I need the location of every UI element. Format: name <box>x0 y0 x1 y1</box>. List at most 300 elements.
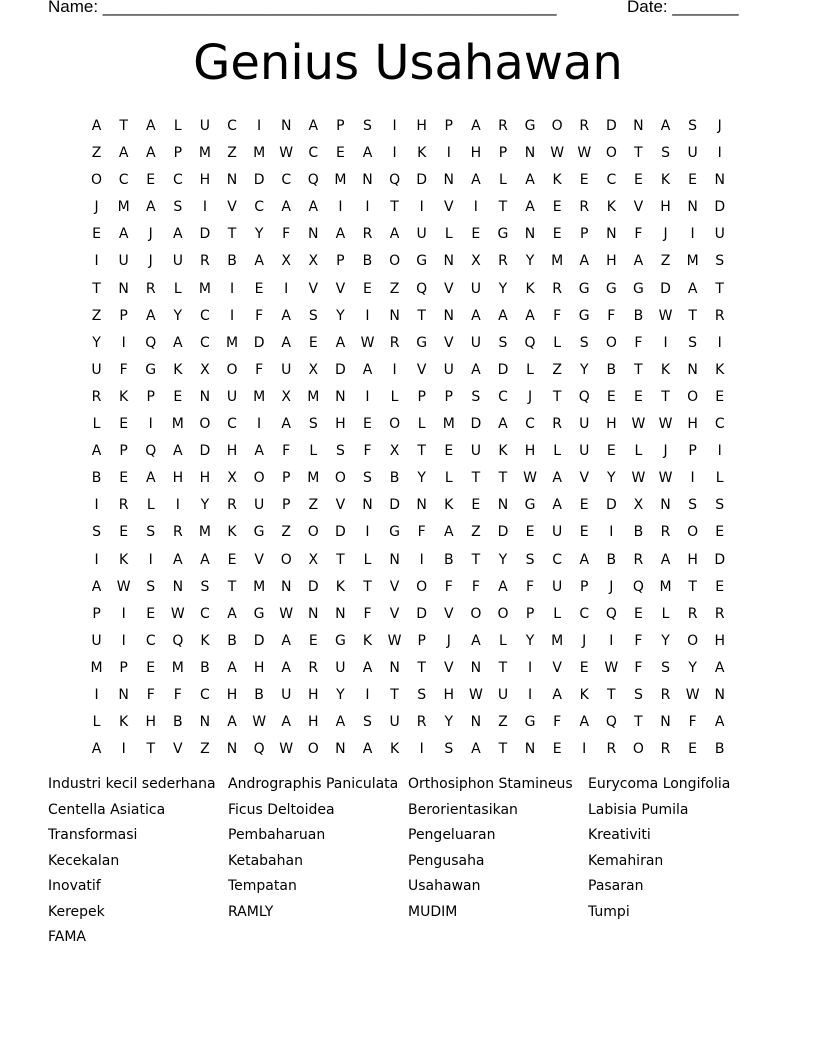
grid-letter[interactable]: E <box>633 388 643 405</box>
grid-letter[interactable]: U <box>687 145 698 162</box>
grid-letter[interactable]: I <box>392 118 397 134</box>
grid-letter[interactable]: N <box>308 605 319 622</box>
grid-letter[interactable]: P <box>417 632 426 649</box>
grid-letter[interactable]: I <box>717 443 722 460</box>
grid-letter[interactable]: N <box>389 659 400 676</box>
grid-letter[interactable]: W <box>116 578 131 595</box>
grid-letter[interactable]: O <box>91 172 103 189</box>
grid-letter[interactable]: M <box>253 145 266 162</box>
grid-letter[interactable]: K <box>173 361 183 378</box>
grid-letter[interactable]: H <box>606 416 617 433</box>
grid-letter[interactable]: U <box>91 632 102 649</box>
grid-letter[interactable]: M <box>225 334 239 351</box>
grid-letter[interactable]: C <box>552 551 563 568</box>
grid-letter[interactable]: Y <box>92 334 101 351</box>
grid-letter[interactable]: A <box>552 470 562 487</box>
grid-letter[interactable]: O <box>416 578 428 595</box>
grid-letter[interactable]: E <box>363 416 372 433</box>
grid-letter[interactable]: A <box>145 118 156 134</box>
grid-letter[interactable]: L <box>173 118 182 134</box>
grid-letter[interactable]: H <box>443 686 455 703</box>
grid-letter[interactable]: T <box>634 714 643 731</box>
grid-letter[interactable]: N <box>172 578 184 595</box>
grid-letter[interactable]: P <box>444 118 453 134</box>
grid-letter[interactable]: I <box>284 280 289 297</box>
grid-letter[interactable]: M <box>659 578 672 595</box>
grid-letter[interactable]: W <box>658 470 673 487</box>
grid-letter[interactable]: R <box>552 280 562 297</box>
grid-letter[interactable]: F <box>146 686 155 703</box>
grid-letter[interactable]: R <box>714 307 725 324</box>
grid-letter[interactable]: U <box>552 578 563 595</box>
grid-letter[interactable]: L <box>173 280 182 297</box>
grid-letter[interactable]: L <box>363 551 372 568</box>
grid-letter[interactable]: Y <box>336 686 345 703</box>
grid-letter[interactable]: T <box>471 470 481 487</box>
grid-letter[interactable]: U <box>470 280 481 297</box>
grid-letter[interactable]: S <box>498 334 508 351</box>
grid-letter[interactable]: F <box>607 307 616 324</box>
grid-letter[interactable]: W <box>252 714 267 731</box>
grid-letter[interactable]: H <box>199 470 211 487</box>
grid-letter[interactable]: R <box>660 686 671 703</box>
grid-letter[interactable]: I <box>717 145 722 162</box>
grid-letter[interactable]: T <box>227 578 237 595</box>
grid-letter[interactable]: G <box>524 118 536 134</box>
grid-letter[interactable]: V <box>552 659 562 676</box>
grid-letter[interactable]: N <box>335 741 346 758</box>
grid-letter[interactable]: A <box>91 741 102 758</box>
grid-letter[interactable]: M <box>171 416 184 433</box>
grid-letter[interactable]: U <box>579 443 590 460</box>
grid-letter[interactable]: S <box>688 118 698 134</box>
grid-letter[interactable]: Z <box>200 741 210 758</box>
grid-letter[interactable]: O <box>605 334 617 351</box>
grid-letter[interactable]: G <box>416 334 428 351</box>
grid-letter[interactable]: B <box>200 659 210 676</box>
grid-letter[interactable]: I <box>202 199 207 216</box>
grid-letter[interactable]: J <box>94 199 99 216</box>
grid-letter[interactable]: O <box>497 605 509 622</box>
grid-letter[interactable]: A <box>714 714 725 731</box>
grid-letter[interactable]: O <box>307 741 319 758</box>
grid-letter[interactable]: Z <box>660 253 671 270</box>
grid-letter[interactable]: P <box>580 578 589 595</box>
grid-letter[interactable]: L <box>309 443 318 460</box>
grid-letter[interactable]: F <box>255 361 264 378</box>
grid-letter[interactable]: I <box>121 632 126 649</box>
grid-letter[interactable]: E <box>552 226 562 243</box>
grid-letter[interactable]: H <box>199 172 211 189</box>
grid-letter[interactable]: S <box>363 470 372 487</box>
grid-letter[interactable]: Q <box>605 605 617 622</box>
grid-letter[interactable]: N <box>362 172 373 189</box>
grid-letter[interactable]: E <box>444 443 454 460</box>
grid-letter[interactable]: A <box>362 741 373 758</box>
grid-letter[interactable]: K <box>444 497 454 514</box>
grid-letter[interactable]: D <box>335 361 346 378</box>
grid-letter[interactable]: U <box>335 659 346 676</box>
grid-letter[interactable]: R <box>227 497 237 514</box>
grid-letter[interactable]: Q <box>416 280 428 297</box>
grid-letter[interactable]: C <box>200 686 210 703</box>
grid-letter[interactable]: D <box>335 524 346 541</box>
grid-letter[interactable]: O <box>334 470 346 487</box>
grid-letter[interactable]: A <box>281 199 291 216</box>
grid-letter[interactable]: M <box>551 632 564 649</box>
grid-letter[interactable]: O <box>280 551 292 568</box>
grid-letter[interactable]: R <box>660 524 671 541</box>
grid-letter[interactable]: A <box>660 551 671 568</box>
grid-letter[interactable]: L <box>444 470 453 487</box>
grid-letter[interactable]: N <box>443 307 454 324</box>
grid-letter[interactable]: S <box>308 416 318 433</box>
grid-letter[interactable]: J <box>663 443 668 460</box>
grid-letter[interactable]: J <box>148 253 153 270</box>
grid-letter[interactable]: C <box>145 632 156 649</box>
grid-letter[interactable]: R <box>633 551 644 568</box>
grid-letter[interactable]: Y <box>417 470 426 487</box>
grid-letter[interactable]: Y <box>525 632 535 649</box>
grid-letter[interactable]: D <box>497 361 509 378</box>
grid-letter[interactable]: P <box>119 659 128 676</box>
grid-letter[interactable]: Y <box>498 280 508 297</box>
grid-letter[interactable]: S <box>146 578 156 595</box>
grid-letter[interactable]: J <box>609 578 614 595</box>
grid-letter[interactable]: P <box>146 388 155 405</box>
grid-letter[interactable]: E <box>146 659 156 676</box>
grid-letter[interactable]: G <box>253 524 265 541</box>
grid-letter[interactable]: X <box>471 253 481 270</box>
grid-letter[interactable]: S <box>417 686 427 703</box>
grid-letter[interactable]: K <box>119 714 129 731</box>
grid-letter[interactable]: F <box>173 686 182 703</box>
grid-letter[interactable]: N <box>606 226 617 243</box>
grid-letter[interactable]: D <box>253 172 265 189</box>
grid-letter[interactable]: H <box>335 416 346 433</box>
grid-letter[interactable]: W <box>658 416 673 433</box>
grid-letter[interactable]: B <box>173 714 183 731</box>
grid-letter[interactable]: T <box>498 741 508 758</box>
grid-letter[interactable]: I <box>527 686 533 703</box>
grid-letter[interactable]: X <box>200 361 210 378</box>
grid-letter[interactable]: C <box>498 388 508 405</box>
grid-letter[interactable]: V <box>416 361 427 378</box>
grid-letter[interactable]: E <box>579 172 589 189</box>
grid-letter[interactable]: X <box>227 470 237 487</box>
grid-letter[interactable]: K <box>525 280 535 297</box>
grid-letter[interactable]: O <box>199 416 211 433</box>
grid-letter[interactable]: B <box>443 551 454 568</box>
grid-letter[interactable]: S <box>688 334 698 351</box>
grid-letter[interactable]: N <box>443 253 454 270</box>
grid-letter[interactable]: U <box>118 253 129 270</box>
grid-letter[interactable]: Y <box>498 551 508 568</box>
grid-letter[interactable]: N <box>308 226 319 243</box>
grid-letter[interactable]: E <box>579 659 589 676</box>
grid-letter[interactable]: A <box>173 551 183 568</box>
grid-letter[interactable]: P <box>498 145 508 162</box>
grid-letter[interactable]: I <box>717 334 722 351</box>
grid-letter[interactable]: Y <box>254 226 264 243</box>
grid-letter[interactable]: A <box>389 226 400 243</box>
grid-letter[interactable]: P <box>525 605 535 622</box>
grid-letter[interactable]: R <box>714 605 725 622</box>
grid-letter[interactable]: H <box>470 145 482 162</box>
grid-letter[interactable]: S <box>525 551 535 568</box>
grid-letter[interactable]: V <box>227 199 237 216</box>
grid-letter[interactable]: G <box>632 280 644 297</box>
grid-letter[interactable]: A <box>525 199 535 216</box>
grid-letter[interactable]: D <box>714 199 726 216</box>
grid-letter[interactable]: J <box>446 632 451 649</box>
grid-letter[interactable]: E <box>471 226 481 243</box>
grid-letter[interactable]: E <box>579 524 589 541</box>
grid-letter[interactable]: W <box>279 741 294 758</box>
grid-letter[interactable]: T <box>227 226 237 243</box>
grid-letter[interactable]: H <box>172 470 184 487</box>
grid-letter[interactable]: F <box>282 226 291 243</box>
grid-letter[interactable]: G <box>253 605 265 622</box>
grid-letter[interactable]: K <box>715 361 725 378</box>
grid-letter[interactable]: J <box>148 226 153 243</box>
grid-letter[interactable]: A <box>254 443 264 460</box>
grid-letter[interactable]: O <box>307 524 319 541</box>
grid-letter[interactable]: D <box>416 605 428 622</box>
grid-letter[interactable]: E <box>579 497 589 514</box>
grid-letter[interactable]: E <box>119 470 129 487</box>
grid-letter[interactable]: H <box>253 659 265 676</box>
grid-letter[interactable]: U <box>253 497 265 514</box>
grid-letter[interactable]: K <box>606 199 616 216</box>
grid-letter[interactable]: E <box>633 605 643 622</box>
grid-letter[interactable]: U <box>470 334 481 351</box>
grid-letter[interactable]: W <box>631 470 646 487</box>
grid-letter[interactable]: S <box>715 253 725 270</box>
grid-letter[interactable]: O <box>470 605 482 622</box>
grid-letter[interactable]: K <box>579 686 589 703</box>
grid-letter[interactable]: T <box>498 470 508 487</box>
grid-letter[interactable]: R <box>172 524 183 541</box>
grid-letter[interactable]: Q <box>632 578 644 595</box>
grid-letter[interactable]: W <box>523 470 537 487</box>
grid-letter[interactable]: K <box>417 145 427 162</box>
grid-letter[interactable]: U <box>281 361 292 378</box>
grid-letter[interactable]: E <box>688 172 698 189</box>
grid-letter[interactable]: F <box>634 632 643 649</box>
grid-letter[interactable]: I <box>392 145 397 162</box>
grid-letter[interactable]: J <box>663 226 668 243</box>
grid-letter[interactable]: M <box>198 524 211 541</box>
grid-letter[interactable]: E <box>552 199 562 216</box>
grid-letter[interactable]: L <box>661 605 670 622</box>
grid-letter[interactable]: R <box>687 605 698 622</box>
grid-letter[interactable]: E <box>715 388 725 405</box>
grid-letter[interactable]: H <box>416 118 427 134</box>
grid-letter[interactable]: I <box>365 686 370 703</box>
grid-letter[interactable]: V <box>335 280 346 297</box>
grid-letter[interactable]: F <box>417 524 426 541</box>
grid-letter[interactable]: U <box>579 416 590 433</box>
grid-letter[interactable]: T <box>417 443 426 460</box>
date-field-label[interactable]: Date: _______ <box>627 0 739 16</box>
grid-letter[interactable]: U <box>199 118 211 134</box>
grid-letter[interactable]: R <box>362 226 373 243</box>
grid-letter[interactable]: X <box>308 551 319 568</box>
grid-letter[interactable]: A <box>145 145 156 162</box>
grid-letter[interactable]: U <box>172 253 183 270</box>
grid-letter[interactable]: S <box>661 659 670 676</box>
grid-letter[interactable]: V <box>389 578 400 595</box>
grid-letter[interactable]: A <box>471 307 481 324</box>
grid-letter[interactable]: S <box>173 199 183 216</box>
grid-letter[interactable]: V <box>335 497 346 514</box>
grid-letter[interactable]: A <box>362 145 373 162</box>
grid-letter[interactable]: G <box>605 280 617 297</box>
grid-letter[interactable]: K <box>335 578 345 595</box>
grid-letter[interactable]: L <box>499 632 507 649</box>
grid-letter[interactable]: E <box>308 334 318 351</box>
grid-letter[interactable]: Z <box>389 280 400 297</box>
grid-letter[interactable]: I <box>338 199 343 216</box>
grid-letter[interactable]: O <box>389 416 401 433</box>
grid-letter[interactable]: H <box>308 686 319 703</box>
grid-letter[interactable]: N <box>714 172 725 189</box>
grid-letter[interactable]: S <box>715 497 725 514</box>
grid-letter[interactable]: D <box>199 443 211 460</box>
grid-letter[interactable]: L <box>499 172 507 189</box>
grid-letter[interactable]: W <box>279 605 294 622</box>
grid-letter[interactable]: M <box>117 199 130 216</box>
grid-letter[interactable]: I <box>229 307 235 324</box>
grid-letter[interactable]: L <box>92 714 101 731</box>
grid-letter[interactable]: T <box>688 307 697 324</box>
grid-letter[interactable]: P <box>444 388 453 405</box>
grid-letter[interactable]: R <box>606 741 617 758</box>
grid-letter[interactable]: S <box>579 334 589 351</box>
grid-letter[interactable]: T <box>661 388 670 405</box>
grid-letter[interactable]: H <box>145 714 156 731</box>
grid-letter[interactable]: Z <box>281 524 291 541</box>
grid-letter[interactable]: A <box>633 253 644 270</box>
grid-letter[interactable]: P <box>417 388 426 405</box>
grid-letter[interactable]: B <box>227 253 237 270</box>
grid-letter[interactable]: F <box>363 605 372 622</box>
grid-letter[interactable]: E <box>146 605 156 622</box>
grid-letter[interactable]: V <box>443 280 454 297</box>
grid-letter[interactable]: T <box>390 199 399 216</box>
grid-letter[interactable]: D <box>253 632 265 649</box>
grid-letter[interactable]: R <box>660 741 671 758</box>
grid-letter[interactable]: C <box>200 605 210 622</box>
grid-letter[interactable]: A <box>145 470 156 487</box>
grid-letter[interactable]: A <box>281 632 291 649</box>
grid-letter[interactable]: I <box>365 388 370 405</box>
grid-letter[interactable]: A <box>145 307 156 324</box>
grid-letter[interactable]: H <box>660 199 671 216</box>
grid-letter[interactable]: Q <box>578 388 590 405</box>
grid-letter[interactable]: N <box>524 145 536 162</box>
grid-letter[interactable]: S <box>363 714 372 731</box>
grid-letter[interactable]: C <box>579 605 590 622</box>
grid-letter[interactable]: I <box>473 199 478 216</box>
grid-letter[interactable]: Q <box>145 334 157 351</box>
grid-letter[interactable]: O <box>253 470 265 487</box>
grid-letter[interactable]: I <box>365 524 370 541</box>
grid-letter[interactable]: N <box>199 388 211 405</box>
grid-letter[interactable]: V <box>443 605 454 622</box>
grid-letter[interactable]: Q <box>389 172 401 189</box>
grid-letter[interactable]: T <box>336 551 345 568</box>
grid-letter[interactable]: Q <box>253 741 265 758</box>
grid-letter[interactable]: C <box>254 199 264 216</box>
grid-letter[interactable]: I <box>690 470 695 487</box>
grid-letter[interactable]: I <box>690 226 695 243</box>
grid-letter[interactable]: N <box>443 172 454 189</box>
grid-letter[interactable]: H <box>687 416 698 433</box>
grid-letter[interactable]: X <box>281 388 291 405</box>
grid-letter[interactable]: N <box>497 497 509 514</box>
grid-letter[interactable]: A <box>227 714 237 731</box>
grid-letter[interactable]: K <box>389 741 400 758</box>
grid-letter[interactable]: H <box>308 714 319 731</box>
name-field-label[interactable]: Name: ________________________________________________ <box>48 0 557 16</box>
grid-letter[interactable]: E <box>227 551 237 568</box>
grid-letter[interactable]: F <box>282 443 291 460</box>
grid-letter[interactable]: E <box>552 741 562 758</box>
grid-letter[interactable]: R <box>552 416 562 433</box>
grid-letter[interactable]: N <box>524 741 536 758</box>
grid-letter[interactable]: U <box>714 226 725 243</box>
grid-letter[interactable]: M <box>686 253 699 270</box>
grid-letter[interactable]: A <box>471 361 481 378</box>
grid-letter[interactable]: M <box>253 388 266 405</box>
grid-letter[interactable]: L <box>417 416 426 433</box>
grid-letter[interactable]: K <box>200 632 210 649</box>
grid-letter[interactable]: A <box>227 659 237 676</box>
grid-letter[interactable]: E <box>119 416 129 433</box>
grid-letter[interactable]: K <box>660 172 671 189</box>
grid-letter[interactable]: B <box>254 686 264 703</box>
grid-letter[interactable]: K <box>119 551 129 568</box>
grid-letter[interactable]: L <box>92 416 101 433</box>
grid-letter[interactable]: F <box>444 578 453 595</box>
grid-letter[interactable]: A <box>471 118 481 134</box>
grid-letter[interactable]: Y <box>444 714 454 731</box>
grid-letter[interactable]: V <box>443 334 454 351</box>
grid-letter[interactable]: G <box>497 226 509 243</box>
grid-letter[interactable]: G <box>416 253 428 270</box>
grid-letter[interactable]: M <box>171 659 184 676</box>
grid-letter[interactable]: W <box>685 686 700 703</box>
grid-letter[interactable]: N <box>660 497 671 514</box>
grid-letter[interactable]: Y <box>525 253 535 270</box>
grid-letter[interactable]: U <box>552 524 563 541</box>
grid-letter[interactable]: N <box>633 118 644 134</box>
grid-letter[interactable]: C <box>525 416 535 433</box>
grid-letter[interactable]: M <box>442 416 455 433</box>
grid-letter[interactable]: H <box>714 632 725 649</box>
grid-letter[interactable]: I <box>419 741 424 758</box>
grid-letter[interactable]: L <box>634 443 643 460</box>
grid-letter[interactable]: D <box>660 280 671 297</box>
grid-letter[interactable]: V <box>254 551 264 568</box>
grid-letter[interactable]: N <box>280 578 292 595</box>
grid-letter[interactable]: I <box>94 551 99 568</box>
grid-letter[interactable]: Q <box>605 714 617 731</box>
grid-letter[interactable]: A <box>362 361 373 378</box>
grid-letter[interactable]: Z <box>91 307 102 324</box>
